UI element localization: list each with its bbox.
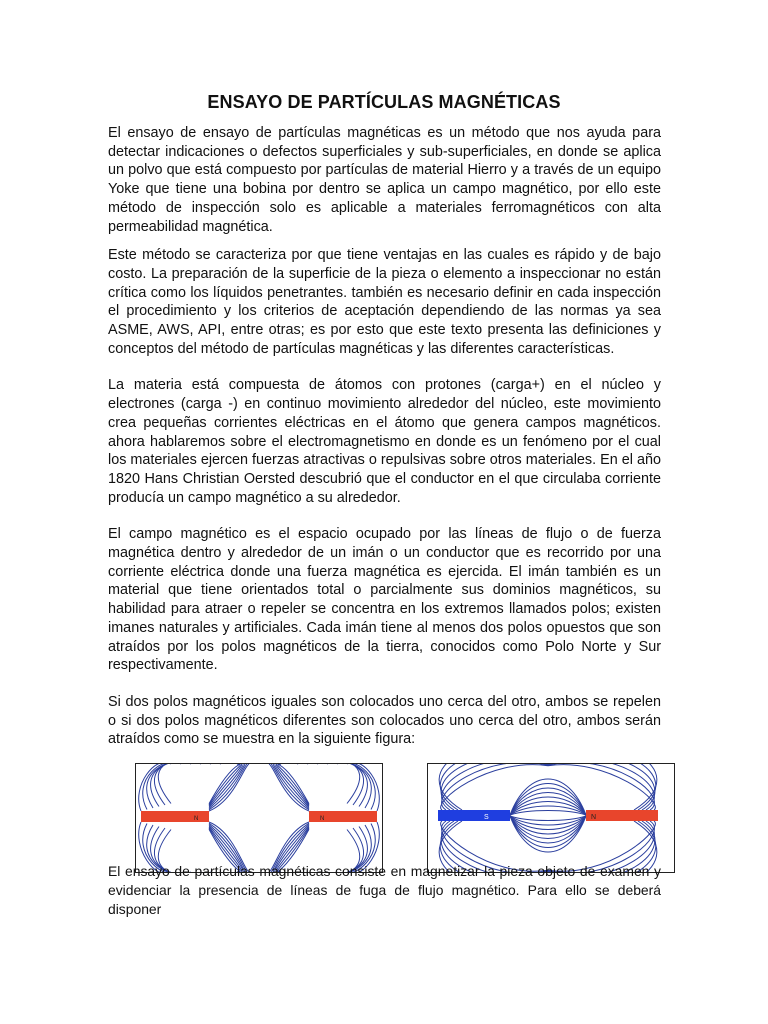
field-line [158,764,221,804]
pole-label-north: N [591,814,597,822]
pole-label-south: S [484,814,489,822]
field-line [307,764,364,805]
magnet-north-bar [586,810,658,821]
document-body [108,124,661,875]
magnet-figures [135,763,675,875]
paragraph-1: El ensayo de ensayo de partículas magnéticas es un método que nos ayuda para detectar indicaciones o defectos superficiales y sub-superficiales, en donde se aplica un polvo que está compuesto por partículas de material Hierro y a través de un equipo Yoke que tiene una bobina por dentro se aplica un campo magnético, por ello este método de inspección solo es aplicable a materiales ferromagnéticos con alta permeabilidad magnética. [108,125,661,235]
field-line [510,816,586,830]
field-line [337,764,375,810]
figure-attracting-poles [427,763,675,873]
pole-label-right: N [320,816,325,823]
field-line [154,764,211,805]
figure-repelling-poles [135,763,383,873]
paragraph-2: Este método se caracteriza por que tiene ventajas en las cuales es rápido y de bajo costo. La preparación de la superficie de la pieza o elemento a inspeccionar no están crítica como los líquidos penetrantes. también es necesario definir en cada inspección el procedimiento y los criterios de aceptación dependiendo de las normas ya sea ASME, AWS, API, entre otras; es por esto que este texto presenta las definiciones y conceptos del método de partículas magnéticas y las diferentes características. [108,247,661,357]
field-line [209,764,240,805]
paragraph-4: El campo magnético es el espacio ocupado por las líneas de flujo o de fuerza magnética dentro y alrededor de un imán o un conductor que es recorrido por una corriente eléctrica donde una fuerza magnética es ejercida. El imán también es un material que tiene orientados total o parcialmente sus dominios magnéticos, su habilidad para atraer o repeler se concentra en los extremos llamados polos; existen imanes naturales y artificiales. Cada imán tiene al menos dos polos opuestos que son atraídos por los polos magnéticos de la tierra, conocidos como Polo Norte y Sur respectivamente. [108,526,661,674]
paragraph-3: La materia está compuesta de átomos con protones (carga+) en el núcleo y electrones (carga -) en continuo movimiento alrededor del núcleo, este movimiento crea pequeñas corrientes eléctricas en el átomo que genera campos magnéticos. ahora hablaremos sobre el electromagnetismo en donde es un fenómeno por el cual los materiales ejercen fuerzas atractivas o repulsivas sobre otros materiales. En el año 1820 Hans Christian Oersted descubrió que el conductor en el que circulaba corriente producía un campo magnético a su alrededor. [108,377,661,506]
page-title: ENSAYO DE PARTÍCULAS MAGNÉTICAS [207,92,561,112]
pole-label-left: N [194,816,199,823]
paragraph-5: Si dos polos magnéticos iguales son colocados uno cerca del otro, ambos se repelen o si dos polos magnéticos diferentes son colocados uno cerca del otro, ambos serán atraídos como se muestra en la siguiente figura: [108,693,661,748]
field-line [143,764,181,810]
repelling-magnets-diagram [136,764,382,872]
field-line [297,764,360,804]
magnet-left-bar [141,811,209,822]
field-line [278,764,309,805]
field-line [510,811,586,816]
field-line [510,816,586,821]
field-line [510,802,586,816]
document-body-continued [108,862,661,929]
attracting-magnets-diagram [428,764,674,872]
magnet-south-bar [438,810,510,821]
paragraph-6: El ensayo de partículas magnéticas consiste en magnetizar la pieza objeto de examen y evidenciar la presencia de líneas de fuga de flujo magnético. Para ello se deberá disponer [108,863,661,917]
